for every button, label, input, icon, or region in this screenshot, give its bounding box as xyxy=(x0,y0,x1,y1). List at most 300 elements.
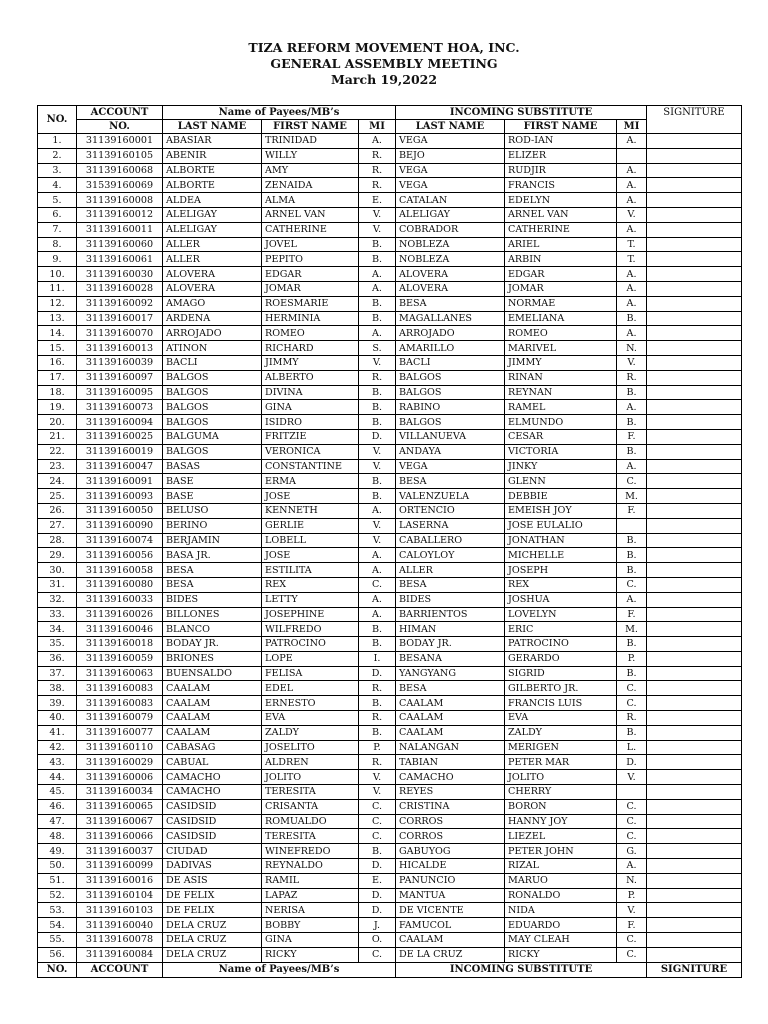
payee-mi: V. xyxy=(359,770,396,785)
table-row xyxy=(38,193,742,208)
payee-last-name: ATINON xyxy=(163,341,262,356)
sub-first-name: SIGRID xyxy=(505,666,617,681)
payee-first-name: DIVINA xyxy=(262,385,359,400)
payee-first-name: JOSELITO xyxy=(262,740,359,755)
sub-last-name: COBRADOR xyxy=(396,222,505,237)
payee-mi: C. xyxy=(359,577,396,592)
payee-last-name: DE FELIX xyxy=(163,903,262,918)
header-row-top xyxy=(38,106,742,120)
payee-first-name: VERONICA xyxy=(262,444,359,459)
sub-first-name: VICTORIA xyxy=(505,444,617,459)
payee-last-name: BALGUMA xyxy=(163,429,262,444)
sub-mi: G. xyxy=(617,844,647,859)
signature-cell[interactable] xyxy=(647,592,742,607)
sub-mi: B. xyxy=(617,444,647,459)
sub-last-name: NOBLEZA xyxy=(396,252,505,267)
payee-last-name: BESA xyxy=(163,563,262,578)
signature-cell[interactable] xyxy=(647,400,742,415)
signature-cell[interactable] xyxy=(647,267,742,282)
table-row xyxy=(38,888,742,903)
signature-cell[interactable] xyxy=(647,903,742,918)
account-number: 31139160103 xyxy=(77,903,163,918)
col-no-header: NO. xyxy=(38,106,77,134)
row-number: 53. xyxy=(38,903,77,918)
payee-last-name: ALOVERA xyxy=(163,281,262,296)
payee-mi: C. xyxy=(359,829,396,844)
table-row xyxy=(38,725,742,740)
sub-last-name: ALLER xyxy=(396,563,505,578)
signature-cell[interactable] xyxy=(647,947,742,962)
table-row xyxy=(38,444,742,459)
col-payee-first-name-header: FIRST NAME xyxy=(262,120,359,134)
sub-mi: C. xyxy=(617,577,647,592)
signature-cell[interactable] xyxy=(647,844,742,859)
signature-cell[interactable] xyxy=(647,489,742,504)
sub-last-name: HICALDE xyxy=(396,859,505,874)
account-number: 31139160058 xyxy=(77,563,163,578)
signature-cell[interactable] xyxy=(647,829,742,844)
payee-first-name: RICKY xyxy=(262,947,359,962)
payee-mi: E. xyxy=(359,193,396,208)
table-row xyxy=(38,947,742,962)
signature-cell[interactable] xyxy=(647,696,742,711)
account-number: 31139160084 xyxy=(77,947,163,962)
signature-cell[interactable] xyxy=(647,711,742,726)
payee-first-name: RAMIL xyxy=(262,873,359,888)
payee-last-name: CAALAM xyxy=(163,681,262,696)
row-number: 56. xyxy=(38,947,77,962)
sub-mi: R. xyxy=(617,370,647,385)
payee-first-name: JOSE xyxy=(262,489,359,504)
signature-cell[interactable] xyxy=(647,859,742,874)
payee-first-name: ERMA xyxy=(262,474,359,489)
signature-cell[interactable] xyxy=(647,429,742,444)
table-row xyxy=(38,267,742,282)
sub-first-name: EDGAR xyxy=(505,267,617,282)
row-number: 28. xyxy=(38,533,77,548)
sub-first-name: ELMUNDO xyxy=(505,415,617,430)
sub-last-name: HIMAN xyxy=(396,622,505,637)
payee-first-name: FRITZIE xyxy=(262,429,359,444)
row-number: 23. xyxy=(38,459,77,474)
sub-last-name: LASERNA xyxy=(396,518,505,533)
sub-mi: A. xyxy=(617,400,647,415)
account-number: 31139160105 xyxy=(77,148,163,163)
signature-cell[interactable] xyxy=(647,193,742,208)
sub-mi: A. xyxy=(617,178,647,193)
table-row xyxy=(38,207,742,222)
row-number: 8. xyxy=(38,237,77,252)
row-number: 18. xyxy=(38,385,77,400)
payee-last-name: BASE xyxy=(163,489,262,504)
payee-first-name: JOMAR xyxy=(262,281,359,296)
account-number: 31139160066 xyxy=(77,829,163,844)
sub-last-name: BARRIENTOS xyxy=(396,607,505,622)
payee-last-name: CIUDAD xyxy=(163,844,262,859)
signature-cell[interactable] xyxy=(647,459,742,474)
signature-cell[interactable] xyxy=(647,622,742,637)
sub-mi: A. xyxy=(617,592,647,607)
sub-first-name: ERIC xyxy=(505,622,617,637)
payee-mi: R. xyxy=(359,681,396,696)
signature-cell[interactable] xyxy=(647,296,742,311)
payee-last-name: DE FELIX xyxy=(163,888,262,903)
payee-last-name: ABASIAR xyxy=(163,134,262,149)
account-number: 31139160065 xyxy=(77,799,163,814)
payee-mi: B. xyxy=(359,311,396,326)
payee-mi: R. xyxy=(359,711,396,726)
table-row xyxy=(38,873,742,888)
sub-last-name: TABIAN xyxy=(396,755,505,770)
payee-last-name: BALGOS xyxy=(163,370,262,385)
signature-cell[interactable] xyxy=(647,533,742,548)
col-sub-last-name-header: LAST NAME xyxy=(396,120,505,134)
signature-cell[interactable] xyxy=(647,577,742,592)
sub-last-name: MAGALLANES xyxy=(396,311,505,326)
account-number: 31139160047 xyxy=(77,459,163,474)
sub-first-name: MAY CLEAH xyxy=(505,933,617,948)
sub-first-name: EDELYN xyxy=(505,193,617,208)
row-number: 26. xyxy=(38,503,77,518)
table-row xyxy=(38,178,742,193)
payee-last-name: ALOVERA xyxy=(163,267,262,282)
account-number: 31139160040 xyxy=(77,918,163,933)
signature-cell[interactable] xyxy=(647,799,742,814)
payee-mi: A. xyxy=(359,607,396,622)
sub-first-name: JINKY xyxy=(505,459,617,474)
row-number: 45. xyxy=(38,785,77,800)
sub-mi: B. xyxy=(617,533,647,548)
sub-last-name: GABUYOG xyxy=(396,844,505,859)
table-row xyxy=(38,311,742,326)
sub-mi xyxy=(617,148,647,163)
payee-first-name: WILLY xyxy=(262,148,359,163)
table-row xyxy=(38,385,742,400)
account-number: 31139160092 xyxy=(77,296,163,311)
payee-first-name: HERMINIA xyxy=(262,311,359,326)
sub-first-name: JOMAR xyxy=(505,281,617,296)
payee-first-name: PEPITO xyxy=(262,252,359,267)
payee-last-name: ALLER xyxy=(163,237,262,252)
signature-cell[interactable] xyxy=(647,770,742,785)
payee-last-name: CABASAG xyxy=(163,740,262,755)
signature-cell[interactable] xyxy=(647,755,742,770)
signature-cell[interactable] xyxy=(647,503,742,518)
footer-no: NO. xyxy=(38,962,77,977)
table-row xyxy=(38,400,742,415)
sub-last-name: VEGA xyxy=(396,163,505,178)
meeting-date: March 19,2022 xyxy=(330,72,438,87)
signature-cell[interactable] xyxy=(647,518,742,533)
col-payees-header: Name of Payees/MB’s xyxy=(163,106,396,120)
row-number: 34. xyxy=(38,622,77,637)
table-row xyxy=(38,489,742,504)
payee-mi: V. xyxy=(359,207,396,222)
account-number: 31139160028 xyxy=(77,281,163,296)
payee-first-name: PATROCINO xyxy=(262,637,359,652)
payee-last-name: BALGOS xyxy=(163,400,262,415)
payee-first-name: ISIDRO xyxy=(262,415,359,430)
payee-first-name: FELISA xyxy=(262,666,359,681)
signature-cell[interactable] xyxy=(647,311,742,326)
signature-cell[interactable] xyxy=(647,888,742,903)
payee-mi: V. xyxy=(359,533,396,548)
signature-cell[interactable] xyxy=(647,651,742,666)
payee-mi: C. xyxy=(359,799,396,814)
account-number: 31139160060 xyxy=(77,237,163,252)
sub-last-name: VEGA xyxy=(396,178,505,193)
signature-cell[interactable] xyxy=(647,474,742,489)
payee-mi: B. xyxy=(359,696,396,711)
sub-first-name: LIEZEL xyxy=(505,829,617,844)
payee-last-name: ALBORTE xyxy=(163,178,262,193)
table-row xyxy=(38,755,742,770)
table-row xyxy=(38,903,742,918)
signature-cell[interactable] xyxy=(647,178,742,193)
org-name: TIZA REFORM MOVEMENT HOA, INC. xyxy=(248,40,520,55)
signature-cell[interactable] xyxy=(647,415,742,430)
sub-last-name: PANUNCIO xyxy=(396,873,505,888)
payee-mi: V. xyxy=(359,355,396,370)
sub-first-name: GLENN xyxy=(505,474,617,489)
payee-first-name: REYNALDO xyxy=(262,859,359,874)
signature-cell[interactable] xyxy=(647,341,742,356)
payee-first-name: WILFREDO xyxy=(262,622,359,637)
signature-cell[interactable] xyxy=(647,222,742,237)
col-sub-mi-header: MI xyxy=(617,120,647,134)
signature-cell[interactable] xyxy=(647,785,742,800)
payee-first-name: ERNESTO xyxy=(262,696,359,711)
account-number: 31139160012 xyxy=(77,207,163,222)
footer-signiture: SIGNITURE xyxy=(647,962,742,977)
row-number: 36. xyxy=(38,651,77,666)
table-row xyxy=(38,518,742,533)
table-row xyxy=(38,548,742,563)
row-number: 6. xyxy=(38,207,77,222)
account-number: 31139160025 xyxy=(77,429,163,444)
sub-last-name: VEGA xyxy=(396,134,505,149)
header-row-bottom xyxy=(38,120,742,134)
signature-cell[interactable] xyxy=(647,326,742,341)
signature-cell[interactable] xyxy=(647,740,742,755)
sub-first-name: ARBIN xyxy=(505,252,617,267)
row-number: 42. xyxy=(38,740,77,755)
account-number: 31139160079 xyxy=(77,711,163,726)
signature-cell[interactable] xyxy=(647,725,742,740)
row-number: 2. xyxy=(38,148,77,163)
row-number: 55. xyxy=(38,933,77,948)
signature-cell[interactable] xyxy=(647,814,742,829)
account-number: 31139160093 xyxy=(77,489,163,504)
signature-cell[interactable] xyxy=(647,873,742,888)
payee-first-name: GERLIE xyxy=(262,518,359,533)
col-sub-first-name-header: FIRST NAME xyxy=(505,120,617,134)
account-number: 31139160073 xyxy=(77,400,163,415)
payee-last-name: ABENIR xyxy=(163,148,262,163)
sub-first-name: ROD-IAN xyxy=(505,134,617,149)
row-number: 38. xyxy=(38,681,77,696)
payee-mi: B. xyxy=(359,400,396,415)
signature-cell[interactable] xyxy=(647,134,742,149)
signature-cell[interactable] xyxy=(647,666,742,681)
account-number: 31139160074 xyxy=(77,533,163,548)
sub-mi: A. xyxy=(617,163,647,178)
row-number: 20. xyxy=(38,415,77,430)
signature-cell[interactable] xyxy=(647,607,742,622)
sub-first-name: RUDJIR xyxy=(505,163,617,178)
sub-mi: V. xyxy=(617,770,647,785)
sub-mi xyxy=(617,518,647,533)
payee-mi: A. xyxy=(359,548,396,563)
table-row xyxy=(38,237,742,252)
signature-cell[interactable] xyxy=(647,281,742,296)
sub-mi: F. xyxy=(617,918,647,933)
sub-mi: L. xyxy=(617,740,647,755)
account-number: 31139160068 xyxy=(77,163,163,178)
payee-first-name: REX xyxy=(262,577,359,592)
sub-first-name: BORON xyxy=(505,799,617,814)
payee-mi: V. xyxy=(359,518,396,533)
payee-mi: B. xyxy=(359,296,396,311)
sub-mi: A. xyxy=(617,134,647,149)
sub-mi: B. xyxy=(617,563,647,578)
payee-first-name: CATHERINE xyxy=(262,222,359,237)
sub-first-name: PETER JOHN xyxy=(505,844,617,859)
sub-first-name: REYNAN xyxy=(505,385,617,400)
account-number: 31139160104 xyxy=(77,888,163,903)
payee-last-name: CABUAL xyxy=(163,755,262,770)
sub-mi: T. xyxy=(617,252,647,267)
signature-cell[interactable] xyxy=(647,918,742,933)
payee-last-name: CASIDSID xyxy=(163,814,262,829)
table-row xyxy=(38,577,742,592)
signature-cell[interactable] xyxy=(647,252,742,267)
account-number: 31139160067 xyxy=(77,814,163,829)
signature-cell[interactable] xyxy=(647,355,742,370)
payee-mi: B. xyxy=(359,252,396,267)
payee-first-name: TERESITA xyxy=(262,785,359,800)
sub-mi: A. xyxy=(617,267,647,282)
sub-first-name: PETER MAR xyxy=(505,755,617,770)
payee-first-name: JIMMY xyxy=(262,355,359,370)
account-number: 31139160070 xyxy=(77,326,163,341)
sub-last-name: CAALAM xyxy=(396,725,505,740)
sub-first-name: MICHELLE xyxy=(505,548,617,563)
sub-first-name: EMEISH JOY xyxy=(505,503,617,518)
row-number: 48. xyxy=(38,829,77,844)
payee-mi: B. xyxy=(359,489,396,504)
account-number: 31139160097 xyxy=(77,370,163,385)
signature-cell[interactable] xyxy=(647,385,742,400)
sub-mi: F. xyxy=(617,429,647,444)
payee-last-name: DELA CRUZ xyxy=(163,918,262,933)
payee-last-name: ALLER xyxy=(163,252,262,267)
row-number: 51. xyxy=(38,873,77,888)
table-body xyxy=(38,134,742,963)
account-number: 31139160034 xyxy=(77,785,163,800)
payee-last-name: CASIDSID xyxy=(163,829,262,844)
row-number: 9. xyxy=(38,252,77,267)
payee-first-name: CONSTANTINE xyxy=(262,459,359,474)
table-row xyxy=(38,607,742,622)
payee-last-name: BUENSALDO xyxy=(163,666,262,681)
sub-mi: P. xyxy=(617,651,647,666)
payee-last-name: CAALAM xyxy=(163,711,262,726)
payee-last-name: BASE xyxy=(163,474,262,489)
table-row xyxy=(38,163,742,178)
account-number: 31139160019 xyxy=(77,444,163,459)
signature-cell[interactable] xyxy=(647,681,742,696)
payee-mi: V. xyxy=(359,785,396,800)
payee-mi: B. xyxy=(359,415,396,430)
account-number: 31139160110 xyxy=(77,740,163,755)
payee-first-name: ROMUALDO xyxy=(262,814,359,829)
signature-cell[interactable] xyxy=(647,370,742,385)
sub-first-name: JIMMY xyxy=(505,355,617,370)
payee-first-name: LOPE xyxy=(262,651,359,666)
sub-first-name: DEBBIE xyxy=(505,489,617,504)
payee-mi: B. xyxy=(359,385,396,400)
table-row xyxy=(38,252,742,267)
sub-last-name: BESA xyxy=(396,577,505,592)
account-number: 31139160083 xyxy=(77,681,163,696)
signature-cell[interactable] xyxy=(647,207,742,222)
table-row xyxy=(38,918,742,933)
sub-first-name: MARUO xyxy=(505,873,617,888)
sub-mi: R. xyxy=(617,711,647,726)
payee-mi: A. xyxy=(359,134,396,149)
table-row xyxy=(38,296,742,311)
sub-mi: N. xyxy=(617,341,647,356)
payee-mi: E. xyxy=(359,873,396,888)
sub-first-name: REX xyxy=(505,577,617,592)
footer-substitute: INCOMING SUBSTITUTE xyxy=(396,962,647,977)
account-number: 31139160039 xyxy=(77,355,163,370)
payee-first-name: ESTILITA xyxy=(262,563,359,578)
row-number: 40. xyxy=(38,711,77,726)
signature-cell[interactable] xyxy=(647,163,742,178)
sub-mi: T. xyxy=(617,237,647,252)
signature-cell[interactable] xyxy=(647,237,742,252)
table-row xyxy=(38,533,742,548)
sub-first-name: EDUARDO xyxy=(505,918,617,933)
row-number: 11. xyxy=(38,281,77,296)
signature-cell[interactable] xyxy=(647,637,742,652)
sub-last-name: BACLI xyxy=(396,355,505,370)
payee-mi: R. xyxy=(359,370,396,385)
signature-cell[interactable] xyxy=(647,148,742,163)
signature-cell[interactable] xyxy=(647,563,742,578)
signature-cell[interactable] xyxy=(647,933,742,948)
payee-last-name: BASAS xyxy=(163,459,262,474)
sub-first-name: JOLITO xyxy=(505,770,617,785)
sub-first-name: JOSEPH xyxy=(505,563,617,578)
sub-mi: A. xyxy=(617,859,647,874)
sub-first-name: ARIEL xyxy=(505,237,617,252)
sub-first-name: ROMEO xyxy=(505,326,617,341)
payee-mi: B. xyxy=(359,622,396,637)
signature-cell[interactable] xyxy=(647,444,742,459)
table-row xyxy=(38,415,742,430)
signature-cell[interactable] xyxy=(647,548,742,563)
sub-mi xyxy=(617,785,647,800)
sub-first-name: PATROCINO xyxy=(505,637,617,652)
payee-first-name: EDGAR xyxy=(262,267,359,282)
payee-mi: D. xyxy=(359,429,396,444)
row-number: 5. xyxy=(38,193,77,208)
payee-first-name: ZENAIDA xyxy=(262,178,359,193)
table-row xyxy=(38,799,742,814)
